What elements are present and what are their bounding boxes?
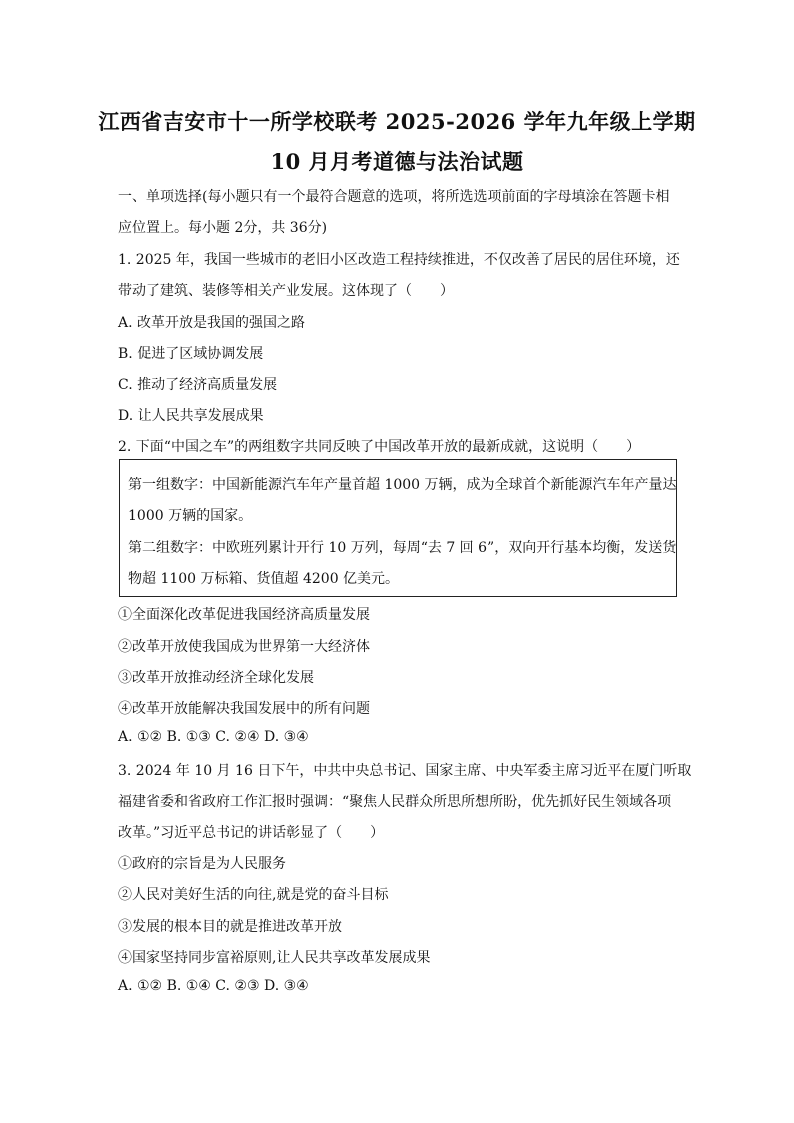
q2-answer-options: A. ①② B. ①③ C. ②④ D. ③④ bbox=[118, 729, 309, 745]
q2-statement-4: ④改革开放能解决我国发展中的所有问题 bbox=[118, 701, 370, 717]
q2-box-line2: 1000 万辆的国家。 bbox=[128, 508, 253, 524]
q2-statement-3: ③改革开放推动经济全球化发展 bbox=[118, 670, 314, 686]
q1-option-c: C. 推动了经济高质量发展 bbox=[118, 377, 278, 393]
q2-box-line1: 第一组数字：中国新能源汽车年产量首超 1000 万辆，成为全球首个新能源汽车年产量达 bbox=[128, 477, 677, 493]
section-heading-line1: 一、单项选择(每小题只有一个最符合题意的选项，将所选选项前面的字母填涂在答题卡相 bbox=[118, 189, 670, 205]
q3-statement-4: ④国家坚持同步富裕原则,让人民共享改革发展成果 bbox=[118, 950, 431, 966]
q3-stem-line1: 3. 2024 年 10 月 16 日下午，中共中央总书记、国家主席、中央军委主席习近平在厦门听取 bbox=[118, 763, 692, 779]
q3-statement-2: ②人民对美好生活的向往,就是党的奋斗目标 bbox=[118, 887, 389, 903]
q2-statement-2: ②改革开放使我国成为世界第一大经济体 bbox=[118, 639, 370, 655]
q2-box-line4: 物超 1100 万标箱、货值超 4200 亿美元。 bbox=[128, 571, 400, 587]
q3-statement-1: ①政府的宗旨是为人民服务 bbox=[118, 856, 286, 872]
q1-option-d: D. 让人民共享发展成果 bbox=[118, 408, 264, 424]
exam-title-line2: 10 月月考道德与法治试题 bbox=[270, 149, 524, 174]
q2-box-line3: 第二组数字：中欧班列累计开行 10 万列，每周“去 7 回 6”，双向开行基本均衡，发送货 bbox=[128, 540, 677, 556]
q1-option-a: A. 改革开放是我国的强国之路 bbox=[118, 315, 306, 331]
section-heading-line2: 应位置上。每小题 2分，共 36分) bbox=[118, 220, 328, 236]
q3-stem-line3: 改革。”习近平总书记的讲话彰显了（ ） bbox=[118, 825, 385, 841]
q3-statement-3: ③发展的根本目的就是推进改革开放 bbox=[118, 919, 342, 935]
q3-stem-line2: 福建省委和省政府工作汇报时强调：“聚焦人民群众所思所想所盼，优先抓好民生领域各项 bbox=[118, 794, 672, 810]
q1-stem-line2: 带动了建筑、装修等相关产业发展。这体现了（ ） bbox=[118, 283, 454, 299]
q1-option-b: B. 促进了区域协调发展 bbox=[118, 346, 264, 362]
exam-title-line1: 江西省吉安市十一所学校联考 2025-2026 学年九年级上学期 bbox=[98, 109, 696, 134]
q1-stem-line1: 1. 2025 年，我国一些城市的老旧小区改造工程持续推进，不仅改善了居民的居住环境，还 bbox=[118, 252, 680, 268]
q2-stem: 2. 下面“中国之车”的两组数字共同反映了中国改革开放的最新成就，这说明（ ） bbox=[118, 439, 641, 455]
q2-statement-1: ①全面深化改革促进我国经济高质量发展 bbox=[118, 607, 370, 623]
q3-answer-options: A. ①② B. ①④ C. ②③ D. ③④ bbox=[118, 978, 309, 994]
